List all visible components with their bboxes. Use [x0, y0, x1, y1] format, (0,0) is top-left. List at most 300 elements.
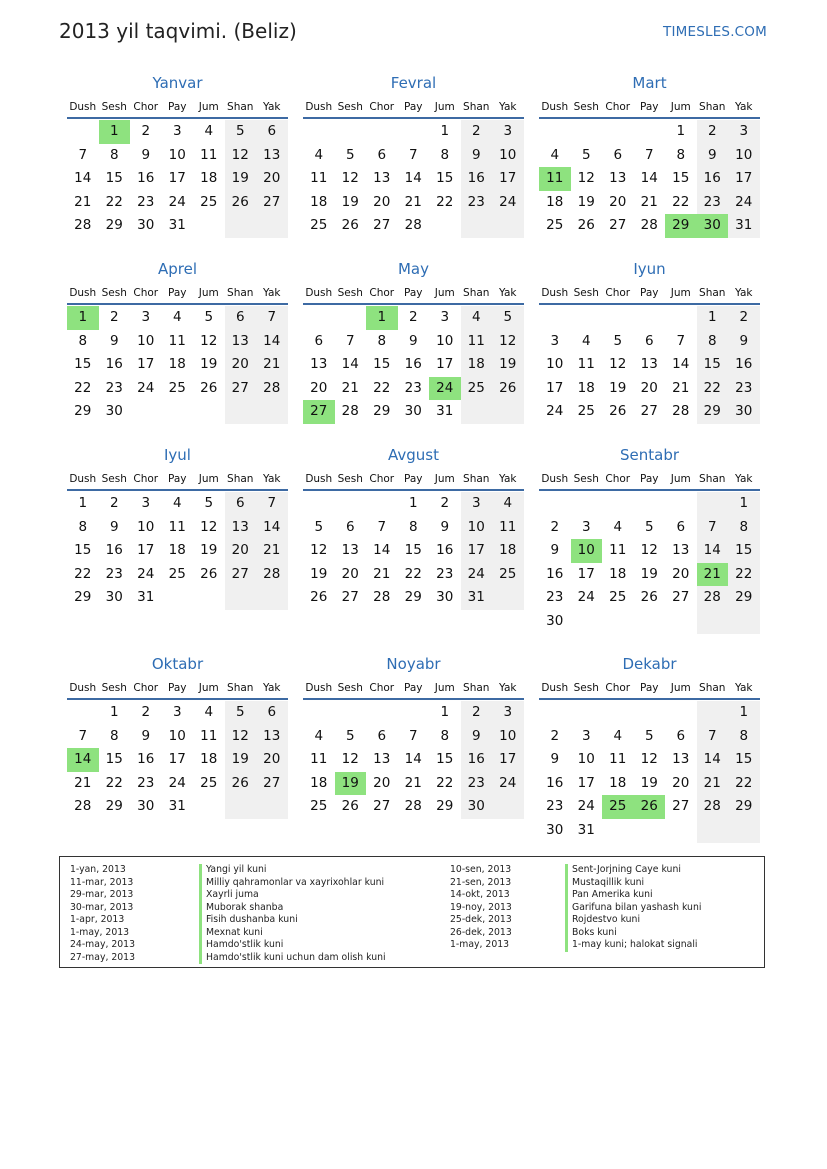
day-cell: 19	[640, 774, 658, 791]
day-cell: 2	[408, 309, 418, 325]
weekday-label: Pay	[167, 682, 187, 694]
day-cell: 28	[697, 795, 729, 819]
day-cell: 11	[609, 542, 627, 559]
empty-cell	[602, 306, 634, 330]
month-yanvar	[67, 72, 288, 238]
weekday-label: Dush	[305, 473, 333, 485]
weekday-label: Shan	[227, 101, 254, 113]
day-cell: 23	[436, 565, 454, 582]
day-cell: 12	[200, 332, 218, 349]
day-cell: 12	[225, 725, 257, 749]
day-cell: 28	[373, 589, 391, 606]
day-cell: 1	[78, 495, 88, 511]
holiday-day-cell: 14	[67, 748, 99, 772]
day-cell: 31	[461, 586, 493, 610]
day-cell: 2	[550, 727, 560, 744]
day-cell: 9	[461, 144, 493, 168]
month-name: Oktabr	[151, 655, 204, 673]
weekday-header	[67, 469, 288, 491]
day-cell: 10	[461, 516, 493, 540]
weekday-label: Sesh	[337, 682, 363, 694]
empty-cell	[634, 120, 666, 144]
weekday-header	[67, 283, 288, 305]
weekday-label: Yak	[263, 101, 281, 113]
day-cell: 5	[204, 309, 214, 325]
empty-cell	[665, 819, 697, 843]
month-name: Aprel	[157, 260, 198, 278]
day-cell: 20	[672, 774, 690, 791]
day-cell: 11	[168, 518, 186, 535]
day-cell: 25	[200, 193, 218, 210]
day-cell: 13	[225, 516, 257, 540]
day-cell: 31	[436, 403, 454, 420]
day-cell: 4	[204, 704, 214, 720]
day-cell: 8	[728, 516, 760, 540]
empty-cell	[571, 610, 603, 634]
legend-date: 1-apr, 2013	[70, 914, 125, 925]
weekday-label: Jum	[198, 473, 219, 485]
day-cell: 13	[373, 170, 391, 187]
weekday-label: Chor	[133, 287, 159, 299]
day-cell: 11	[461, 330, 493, 354]
day-cell: 4	[613, 518, 623, 535]
day-cell: 11	[310, 751, 328, 768]
day-cell: 7	[78, 146, 88, 163]
weekday-label: Pay	[403, 101, 423, 113]
day-cell: 2	[697, 120, 729, 144]
day-cell: 14	[256, 516, 288, 540]
day-cell: 9	[440, 518, 450, 535]
day-cell: 17	[492, 167, 524, 191]
day-cell: 16	[105, 542, 123, 559]
empty-cell	[67, 701, 99, 725]
day-cell: 17	[137, 356, 155, 373]
day-cell: 7	[644, 146, 654, 163]
day-cell: 28	[256, 377, 288, 401]
weekday-label: Yak	[735, 287, 753, 299]
day-cell: 5	[345, 146, 355, 163]
day-cell: 6	[644, 332, 654, 349]
day-cell: 25	[492, 563, 524, 587]
day-cell: 13	[225, 330, 257, 354]
day-cell: 14	[640, 170, 658, 187]
day-cell: 5	[644, 727, 654, 744]
weekday-label: Pay	[639, 682, 659, 694]
day-cell: 4	[204, 123, 214, 139]
day-cell: 30	[105, 403, 123, 420]
day-cell: 31	[168, 798, 186, 815]
legend-date: 1-may, 2013	[70, 926, 130, 938]
empty-cell	[539, 701, 571, 725]
day-cell: 3	[550, 332, 560, 349]
weekday-label: Shan	[699, 101, 726, 113]
weekday-header	[303, 469, 524, 491]
day-cell: 24	[461, 563, 493, 587]
day-cell: 24	[137, 379, 155, 396]
day-cell: 30	[546, 821, 564, 838]
day-cell: 16	[461, 167, 493, 191]
day-cell: 27	[373, 217, 391, 234]
day-cell: 29	[74, 589, 92, 606]
day-cell: 4	[581, 332, 591, 349]
day-cell: 24	[577, 589, 595, 606]
legend-date: 1-may, 2013	[450, 939, 510, 950]
weekday-label: Sesh	[337, 101, 363, 113]
day-cell: 27	[373, 798, 391, 815]
day-cell: 27	[640, 403, 658, 420]
day-cell: 18	[609, 774, 627, 791]
day-cell: 27	[256, 191, 288, 215]
day-cell: 30	[546, 612, 564, 629]
day-cell: 16	[546, 774, 564, 791]
empty-cell	[634, 492, 666, 516]
day-cell: 28	[74, 798, 92, 815]
day-cell: 25	[168, 379, 186, 396]
day-cell: 23	[461, 772, 493, 796]
empty-cell	[634, 306, 666, 330]
day-cell: 6	[225, 492, 257, 516]
day-cell: 23	[546, 589, 564, 606]
day-cell: 7	[697, 516, 729, 540]
weekday-label: Sesh	[101, 287, 127, 299]
day-cell: 13	[310, 356, 328, 373]
day-cell: 19	[577, 193, 595, 210]
day-cell: 12	[341, 170, 359, 187]
day-cell: 26	[609, 403, 627, 420]
day-cell: 13	[640, 356, 658, 373]
day-cell: 7	[697, 725, 729, 749]
day-cell: 23	[137, 774, 155, 791]
empty-cell	[539, 120, 571, 144]
day-cell: 18	[310, 774, 328, 791]
day-cell: 25	[461, 377, 493, 401]
empty-cell	[697, 492, 729, 516]
day-cell: 18	[577, 379, 595, 396]
day-cell: 20	[609, 193, 627, 210]
day-cell: 31	[728, 214, 760, 238]
empty-cell	[634, 701, 666, 725]
day-cell: 9	[550, 542, 560, 559]
empty-cell	[665, 306, 697, 330]
day-cell: 20	[640, 379, 658, 396]
day-cell: 11	[168, 332, 186, 349]
day-cell: 2	[440, 495, 450, 511]
day-cell: 13	[609, 170, 627, 187]
weekday-label: Shan	[227, 682, 254, 694]
day-cell: 23	[105, 379, 123, 396]
day-cell: 26	[492, 377, 524, 401]
day-cell: 23	[697, 191, 729, 215]
weekday-label: Chor	[605, 473, 631, 485]
day-cell: 25	[609, 589, 627, 606]
day-cell: 17	[137, 542, 155, 559]
day-cell: 8	[440, 727, 450, 744]
legend-name: Xayrli juma	[206, 889, 259, 900]
day-cell: 19	[310, 565, 328, 582]
day-cell: 20	[373, 193, 391, 210]
empty-cell	[602, 610, 634, 634]
weekday-label: Chor	[605, 682, 631, 694]
day-cell: 1	[440, 123, 450, 139]
empty-cell	[67, 120, 99, 144]
day-cell: 26	[200, 565, 218, 582]
weekday-header	[539, 97, 760, 119]
month-name: Sentabr	[619, 446, 680, 464]
holiday-day-cell: 29	[665, 214, 697, 238]
day-cell: 15	[672, 170, 690, 187]
day-cell: 24	[728, 191, 760, 215]
legend-date: 21-sen, 2013	[450, 876, 512, 888]
month-noyabr	[303, 653, 524, 819]
day-cell: 14	[672, 356, 690, 373]
legend-name: Boks kuni	[572, 926, 617, 938]
legend-name: Mustaqillik kuni	[572, 876, 645, 888]
day-cell: 21	[672, 379, 690, 396]
day-grid	[303, 306, 524, 424]
empty-cell	[366, 492, 398, 516]
day-cell: 23	[105, 565, 123, 582]
day-cell: 11	[577, 356, 595, 373]
empty-cell	[665, 492, 697, 516]
weekday-label: Dush	[541, 682, 569, 694]
day-cell: 10	[728, 144, 760, 168]
month-fevral	[303, 72, 524, 238]
day-cell: 21	[256, 353, 288, 377]
day-cell: 27	[256, 772, 288, 796]
brand-link[interactable]: TIMESLES.COM	[663, 24, 767, 40]
day-cell: 26	[200, 379, 218, 396]
empty-cell	[256, 795, 288, 819]
weekday-label: Jum	[670, 473, 691, 485]
day-cell: 28	[640, 217, 658, 234]
weekday-label: Pay	[403, 473, 423, 485]
weekday-label: Jum	[434, 287, 455, 299]
day-cell: 3	[440, 309, 450, 325]
day-cell: 27	[672, 798, 690, 815]
day-cell: 29	[728, 795, 760, 819]
day-cell: 2	[109, 309, 119, 325]
day-cell: 13	[341, 542, 359, 559]
holiday-day-cell: 1	[366, 306, 398, 330]
day-cell: 6	[256, 701, 288, 725]
day-cell: 12	[640, 751, 658, 768]
empty-cell	[602, 120, 634, 144]
day-cell: 9	[141, 146, 151, 163]
day-cell: 26	[341, 798, 359, 815]
day-cell: 8	[109, 146, 119, 163]
day-cell: 9	[550, 751, 560, 768]
empty-cell	[602, 819, 634, 843]
weekday-label: Dush	[69, 473, 97, 485]
weekday-label: Shan	[699, 473, 726, 485]
day-cell: 2	[461, 120, 493, 144]
day-grid	[539, 120, 760, 238]
day-cell: 10	[137, 518, 155, 535]
day-cell: 25	[546, 217, 564, 234]
day-grid	[303, 120, 524, 238]
legend-right-bar	[565, 864, 568, 952]
holiday-day-cell: 25	[602, 795, 634, 819]
day-cell: 2	[461, 701, 493, 725]
month-name: Dekabr	[622, 655, 677, 673]
legend-name: Fisih dushanba kuni	[206, 914, 298, 925]
empty-cell	[335, 120, 367, 144]
weekday-label: Sesh	[337, 473, 363, 485]
weekday-label: Yak	[499, 473, 517, 485]
empty-cell	[398, 701, 430, 725]
legend-name: Milliy qahramonlar va xayrixohlar kuni	[206, 876, 385, 888]
day-cell: 21	[697, 772, 729, 796]
day-cell: 16	[137, 170, 155, 187]
day-cell: 17	[577, 774, 595, 791]
day-grid	[67, 120, 288, 238]
day-cell: 25	[168, 565, 186, 582]
day-cell: 16	[137, 751, 155, 768]
weekday-label: Pay	[639, 101, 659, 113]
empty-cell	[225, 400, 257, 424]
day-cell: 15	[373, 356, 391, 373]
day-cell: 14	[404, 751, 422, 768]
day-cell: 8	[408, 518, 418, 535]
empty-cell	[303, 492, 335, 516]
day-cell: 15	[105, 170, 123, 187]
day-cell: 23	[137, 193, 155, 210]
day-cell: 8	[78, 332, 88, 349]
day-cell: 8	[728, 725, 760, 749]
month-name: Iyul	[164, 446, 191, 464]
day-cell: 9	[109, 332, 119, 349]
day-cell: 29	[404, 589, 422, 606]
weekday-label: Yak	[263, 287, 281, 299]
holiday-day-cell: 19	[335, 772, 367, 796]
legend-date: 19-noy, 2013	[450, 901, 512, 913]
weekday-label: Pay	[167, 473, 187, 485]
day-grid	[67, 492, 288, 610]
day-cell: 12	[577, 170, 595, 187]
day-cell: 1	[408, 495, 418, 511]
day-cell: 17	[728, 167, 760, 191]
day-cell: 1	[728, 701, 760, 725]
day-cell: 28	[74, 217, 92, 234]
legend-right-names	[572, 864, 701, 952]
day-cell: 15	[74, 356, 92, 373]
weekday-label: Jum	[198, 682, 219, 694]
weekday-label: Chor	[369, 287, 395, 299]
weekday-label: Shan	[463, 473, 490, 485]
day-cell: 11	[200, 146, 218, 163]
empty-cell	[461, 214, 493, 238]
legend-name: Rojdestvo kuni	[572, 914, 641, 925]
empty-cell	[728, 610, 760, 634]
day-cell: 24	[492, 191, 524, 215]
month-name: Fevral	[390, 74, 437, 92]
day-cell: 26	[577, 217, 595, 234]
day-cell: 2	[550, 518, 560, 535]
day-cell: 1	[440, 704, 450, 720]
day-cell: 9	[697, 144, 729, 168]
empty-cell	[193, 586, 225, 610]
day-cell: 7	[408, 727, 418, 744]
day-cell: 18	[461, 353, 493, 377]
day-cell: 31	[577, 821, 595, 838]
day-cell: 29	[373, 403, 391, 420]
empty-cell	[256, 586, 288, 610]
day-cell: 10	[436, 332, 454, 349]
day-cell: 17	[577, 565, 595, 582]
month-name: Mart	[632, 74, 667, 92]
day-cell: 6	[225, 306, 257, 330]
empty-cell	[335, 306, 367, 330]
holiday-day-cell: 26	[634, 795, 666, 819]
weekday-label: Dush	[69, 101, 97, 113]
empty-cell	[225, 586, 257, 610]
holiday-day-cell: 21	[697, 563, 729, 587]
weekday-label: Shan	[699, 287, 726, 299]
day-cell: 14	[697, 748, 729, 772]
day-cell: 21	[341, 379, 359, 396]
weekday-label: Sesh	[101, 682, 127, 694]
weekday-label: Yak	[735, 473, 753, 485]
day-cell: 7	[408, 146, 418, 163]
legend-date: 25-dek, 2013	[450, 914, 512, 925]
day-cell: 14	[341, 356, 359, 373]
day-cell: 18	[168, 542, 186, 559]
weekday-header	[303, 97, 524, 119]
day-cell: 5	[581, 146, 591, 163]
legend-name: Muborak shanba	[206, 901, 284, 913]
day-cell: 7	[256, 492, 288, 516]
day-cell: 20	[256, 748, 288, 772]
day-cell: 13	[672, 542, 690, 559]
weekday-label: Sesh	[101, 473, 127, 485]
day-cell: 13	[373, 751, 391, 768]
empty-cell	[571, 492, 603, 516]
day-cell: 19	[640, 565, 658, 582]
holiday-day-cell: 10	[571, 539, 603, 563]
day-cell: 27	[609, 217, 627, 234]
day-cell: 7	[256, 306, 288, 330]
empty-cell	[665, 610, 697, 634]
empty-cell	[193, 214, 225, 238]
day-cell: 6	[314, 332, 324, 349]
month-aprel	[67, 258, 288, 424]
weekday-label: Dush	[69, 287, 97, 299]
day-cell: 10	[492, 144, 524, 168]
day-cell: 22	[74, 379, 92, 396]
empty-cell	[665, 701, 697, 725]
weekday-header	[539, 678, 760, 700]
weekday-label: Dush	[541, 287, 569, 299]
day-cell: 12	[341, 751, 359, 768]
day-cell: 18	[546, 193, 564, 210]
day-cell: 12	[200, 518, 218, 535]
month-may	[303, 258, 524, 424]
day-cell: 20	[256, 167, 288, 191]
empty-cell	[602, 492, 634, 516]
day-cell: 9	[109, 518, 119, 535]
day-cell: 29	[728, 586, 760, 610]
day-cell: 18	[168, 356, 186, 373]
empty-cell	[492, 586, 524, 610]
empty-cell	[256, 400, 288, 424]
weekday-label: Pay	[403, 287, 423, 299]
empty-cell	[492, 400, 524, 424]
day-cell: 11	[609, 751, 627, 768]
weekday-label: Dush	[305, 101, 333, 113]
weekday-label: Sesh	[101, 101, 127, 113]
day-cell: 6	[256, 120, 288, 144]
weekday-header	[67, 97, 288, 119]
